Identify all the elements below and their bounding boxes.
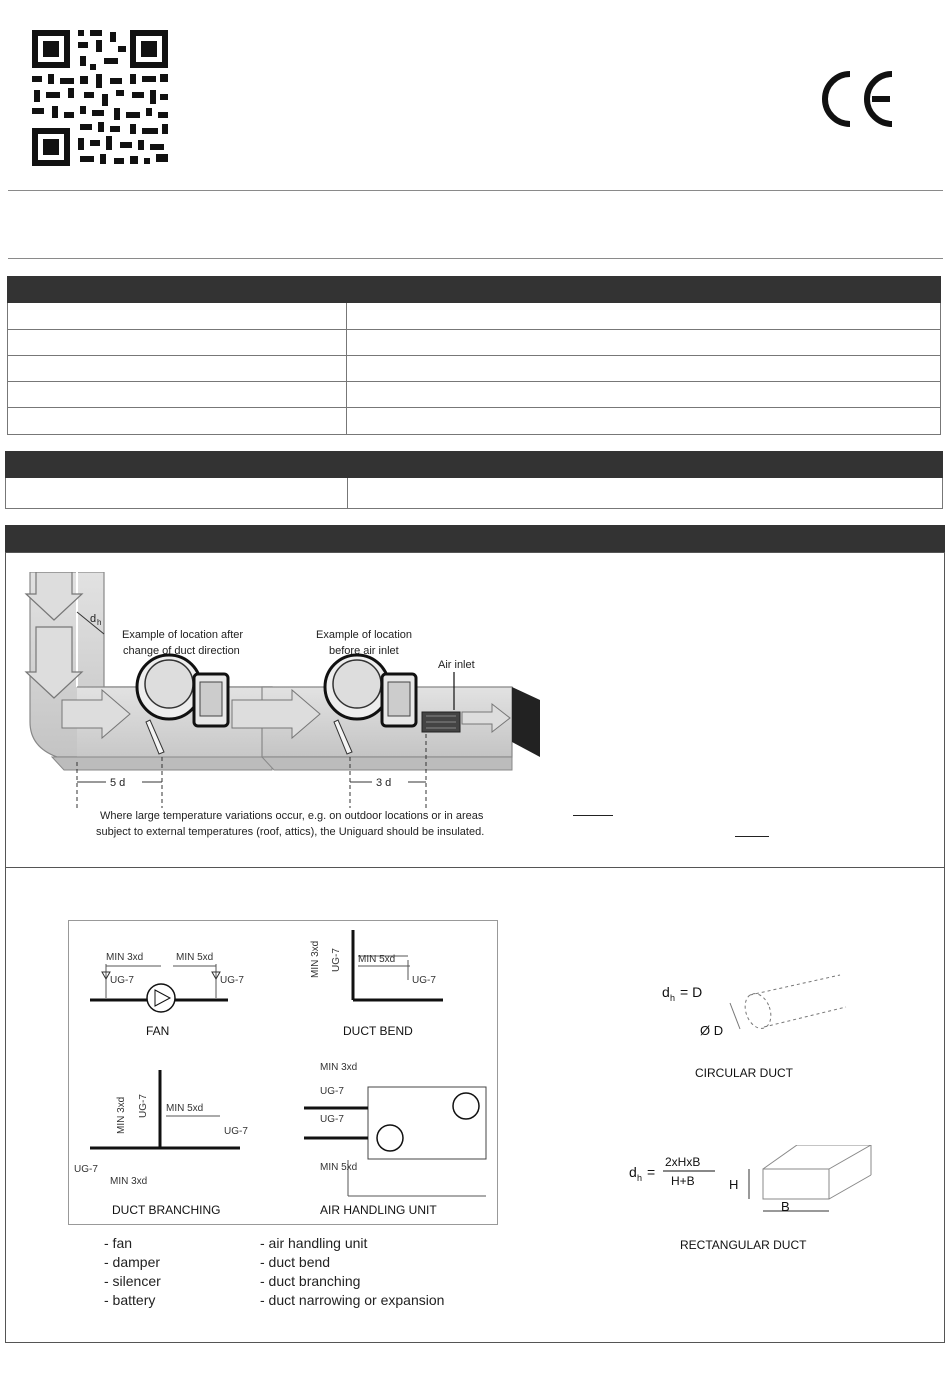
table-1-row [7, 330, 941, 356]
bend-min-3xdh: MIN 3xd [310, 940, 321, 978]
rect-formula-sub: h [637, 1173, 643, 1183]
label-circular-duct: CIRCULAR DUCT [695, 1066, 794, 1080]
table-2 [5, 478, 943, 509]
label-air-handling-unit: AIR HANDLING UNIT [320, 1203, 437, 1217]
rect-h-label: H [729, 1177, 739, 1192]
table-1-row [7, 382, 941, 408]
branch-ug7-vertical: UG-7 [138, 1094, 149, 1118]
fan-ug7-right: UG-7 [220, 975, 244, 986]
duct-installation-diagram [22, 572, 552, 842]
branch-min-3xdh-horizontal: MIN 3xd [110, 1176, 148, 1187]
circular-duct-diagram [650, 965, 860, 1090]
branch-min-5xdh: MIN 5xd [166, 1103, 204, 1114]
rectangular-duct-diagram [625, 1145, 885, 1255]
ce-mark [812, 64, 902, 134]
bend-ug7-horizontal: UG-7 [412, 975, 436, 986]
fan-ug7-left: UG-7 [110, 975, 134, 986]
ahu-min-3xdh: MIN 3xd [320, 1062, 358, 1073]
bend-min-5xdh: MIN 5xd [358, 954, 396, 965]
placement-list-right [260, 1234, 444, 1310]
label-before-inlet-2: before air inlet [329, 645, 399, 657]
list-item: - damper [104, 1254, 161, 1270]
ce-mark-icon [812, 64, 902, 134]
rect-formula-num: 2xHxB [665, 1155, 701, 1169]
list-item: - fan [104, 1235, 133, 1251]
label-after-direction-1: Example of location after [122, 629, 244, 641]
branch-min-3xdh-vertical: MIN 3xd [116, 1096, 127, 1134]
branch-ug7-left: UG-7 [74, 1164, 98, 1175]
label-fan: FAN [146, 1024, 170, 1038]
branch-ug7-right: UG-7 [224, 1126, 248, 1137]
ahu-min-5xdh: MIN 5xd [320, 1162, 358, 1173]
label-before-inlet-1: Example of location [316, 629, 412, 641]
placement-diagram [68, 920, 499, 1226]
table-1-row [7, 356, 941, 382]
dh-label: d [90, 613, 97, 625]
circular-formula-rhs: = D [680, 984, 703, 1000]
table-1-header-bar [7, 276, 941, 303]
rect-b-label: B [781, 1199, 790, 1214]
table-2-header-bar [5, 451, 943, 478]
list-item: - duct bend [260, 1254, 331, 1270]
table-1-row [7, 303, 941, 330]
svg-text:=: = [647, 1164, 656, 1180]
circular-formula-sub: h [670, 993, 676, 1003]
dh-sub: h [97, 618, 102, 627]
diameter-label: Ø D [700, 1023, 724, 1038]
ahu-ug7-top: UG-7 [320, 1086, 344, 1097]
dim-3dh: 3 d [376, 777, 392, 789]
placement-list-left [104, 1234, 161, 1310]
note-line-1: Where large temperature variations occur, e.g. on outdoor locations or in areas [100, 810, 484, 822]
label-air-inlet: Air inlet [438, 659, 475, 671]
label-duct-bend: DUCT BEND [343, 1024, 413, 1038]
label-rectangular-duct: RECTANGULAR DUCT [680, 1238, 807, 1252]
list-item: - silencer [104, 1273, 161, 1289]
underline-mark-1 [573, 815, 613, 816]
label-duct-branching: DUCT BRANCHING [112, 1203, 221, 1217]
dim-5dh: 5 d [110, 777, 126, 789]
qr-code-icon [30, 28, 170, 168]
fan-min-3xdh: MIN 3xd [106, 952, 144, 963]
list-item: - battery [104, 1292, 156, 1308]
list-item: - duct branching [260, 1273, 361, 1289]
list-item: - duct narrowing or expansion [260, 1292, 445, 1308]
label-after-direction-2: change of duct direction [123, 645, 240, 657]
rect-formula-den: H+B [671, 1174, 695, 1188]
rect-formula-dh: d [629, 1164, 637, 1180]
table-1-row [7, 408, 941, 435]
circular-formula-dh: d [662, 984, 670, 1000]
bend-ug7-vertical: UG-7 [331, 948, 342, 972]
ahu-ug7-bottom: UG-7 [320, 1114, 344, 1125]
installation-header-bar [5, 525, 945, 552]
header-divider-bottom [8, 258, 943, 259]
fan-min-5xdh: MIN 5xd [176, 952, 214, 963]
note-line-2: subject to external temperatures (roof, attics), the Uniguard should be insulated. [96, 826, 485, 838]
underline-mark-2 [735, 836, 769, 837]
header-divider-top [8, 190, 943, 191]
list-item: - air handling unit [260, 1235, 368, 1251]
